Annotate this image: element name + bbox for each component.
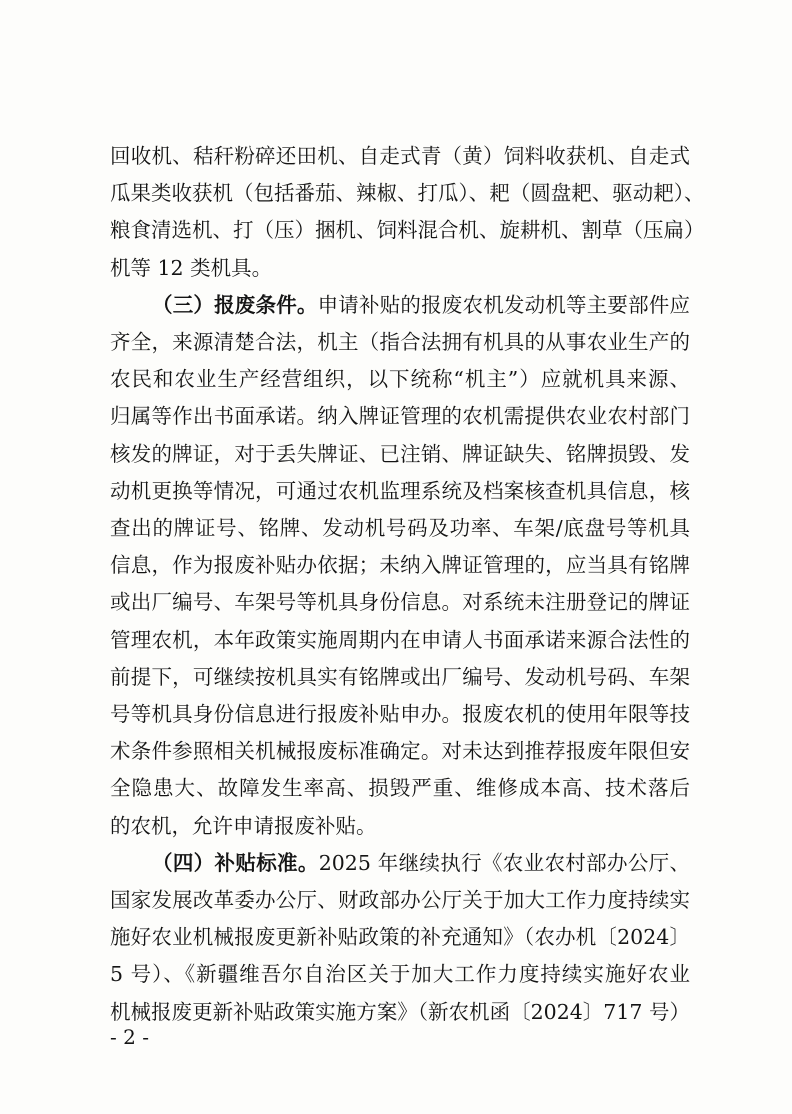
- text-line: 前提下，可继续按机具实有铭牌或出厂编号、发动机号码、车架: [110, 664, 690, 689]
- text-line: 信息，作为报废补贴办依据；未纳入牌证管理的，应当具有铭牌: [110, 553, 690, 578]
- text-line: 全隐患大、故障发生率高、损毁严重、维修成本高、技术落后: [110, 776, 690, 801]
- section-4-heading: （四）补贴标准。: [152, 850, 319, 875]
- section-3-first-line: [152, 286, 690, 324]
- text-line: 5 号）、《新疆维吾尔自治区关于加大工作力度持续实施好农业: [110, 962, 690, 987]
- text-line: 查出的牌证号、铭牌、发动机号码及功率、车架/底盘号等机具: [110, 516, 690, 540]
- text-line: 机等 12 类机具。: [110, 255, 273, 280]
- section-3-heading: （三）报废条件。: [152, 292, 318, 317]
- text-line: 的农机，允许申请报废补贴。: [110, 813, 377, 838]
- text-line: 齐全，来源清楚合法，机主（指合法拥有机具的从事农业生产的: [110, 330, 690, 354]
- text-line: 瓜果类收获机（包括番茄、辣椒、打瓜）、耙（圆盘耙、驱动耙）、: [110, 181, 705, 206]
- page-number: - 2 -: [110, 1025, 149, 1049]
- text-line: 施好农业机械报废更新补贴政策的补充通知》（农办机〔2024〕: [110, 925, 690, 950]
- text-line: 或出厂编号、车架号等机具身份信息。对系统未注册登记的牌证: [110, 590, 690, 615]
- text-line: 核发的牌证，对于丢失牌证、已注销、牌证缺失、铭牌损毁、发: [110, 441, 690, 466]
- text-line: 国家发展改革委办公厅、财政部办公厅关于加大工作力度持续实: [110, 888, 690, 912]
- text-line: 归属等作出书面承诺。纳入牌证管理的农机需提供农业农村部门: [110, 404, 690, 429]
- text-line: 动机更换等情况，可通过农机监理系统及档案核查机具信息，核: [110, 478, 690, 503]
- text-line: 回收机、秸秆粉碎还田机、自走式青（黄）饲料收获机、自走式: [110, 144, 690, 168]
- text-line: 农民和农业生产经营组织，以下统称“机主”）应就机具来源、: [110, 367, 690, 392]
- text-run: 申请补贴的报废农机发动机等主要部件应: [317, 292, 691, 317]
- text-run: 2025 年继续执行《农业农村部办公厅、: [318, 850, 691, 875]
- text-line: 号等机具身份信息进行报废补贴申办。报废农机的使用年限等技: [110, 702, 690, 726]
- section-4-first-line: [152, 844, 690, 882]
- text-line: 机械报废更新补贴政策实施方案》（新农机函〔2024〕717 号）: [110, 999, 690, 1024]
- text-line: 粮食清选机、打（压）捆机、饲料混合机、旋耕机、割草（压扁）: [110, 218, 705, 243]
- text-line: 术条件参照相关机械报废标准确定。对未达到推荐报废年限但安: [110, 739, 690, 764]
- text-line: 管理农机，本年政策实施周期内在申请人书面承诺来源合法性的: [110, 627, 690, 652]
